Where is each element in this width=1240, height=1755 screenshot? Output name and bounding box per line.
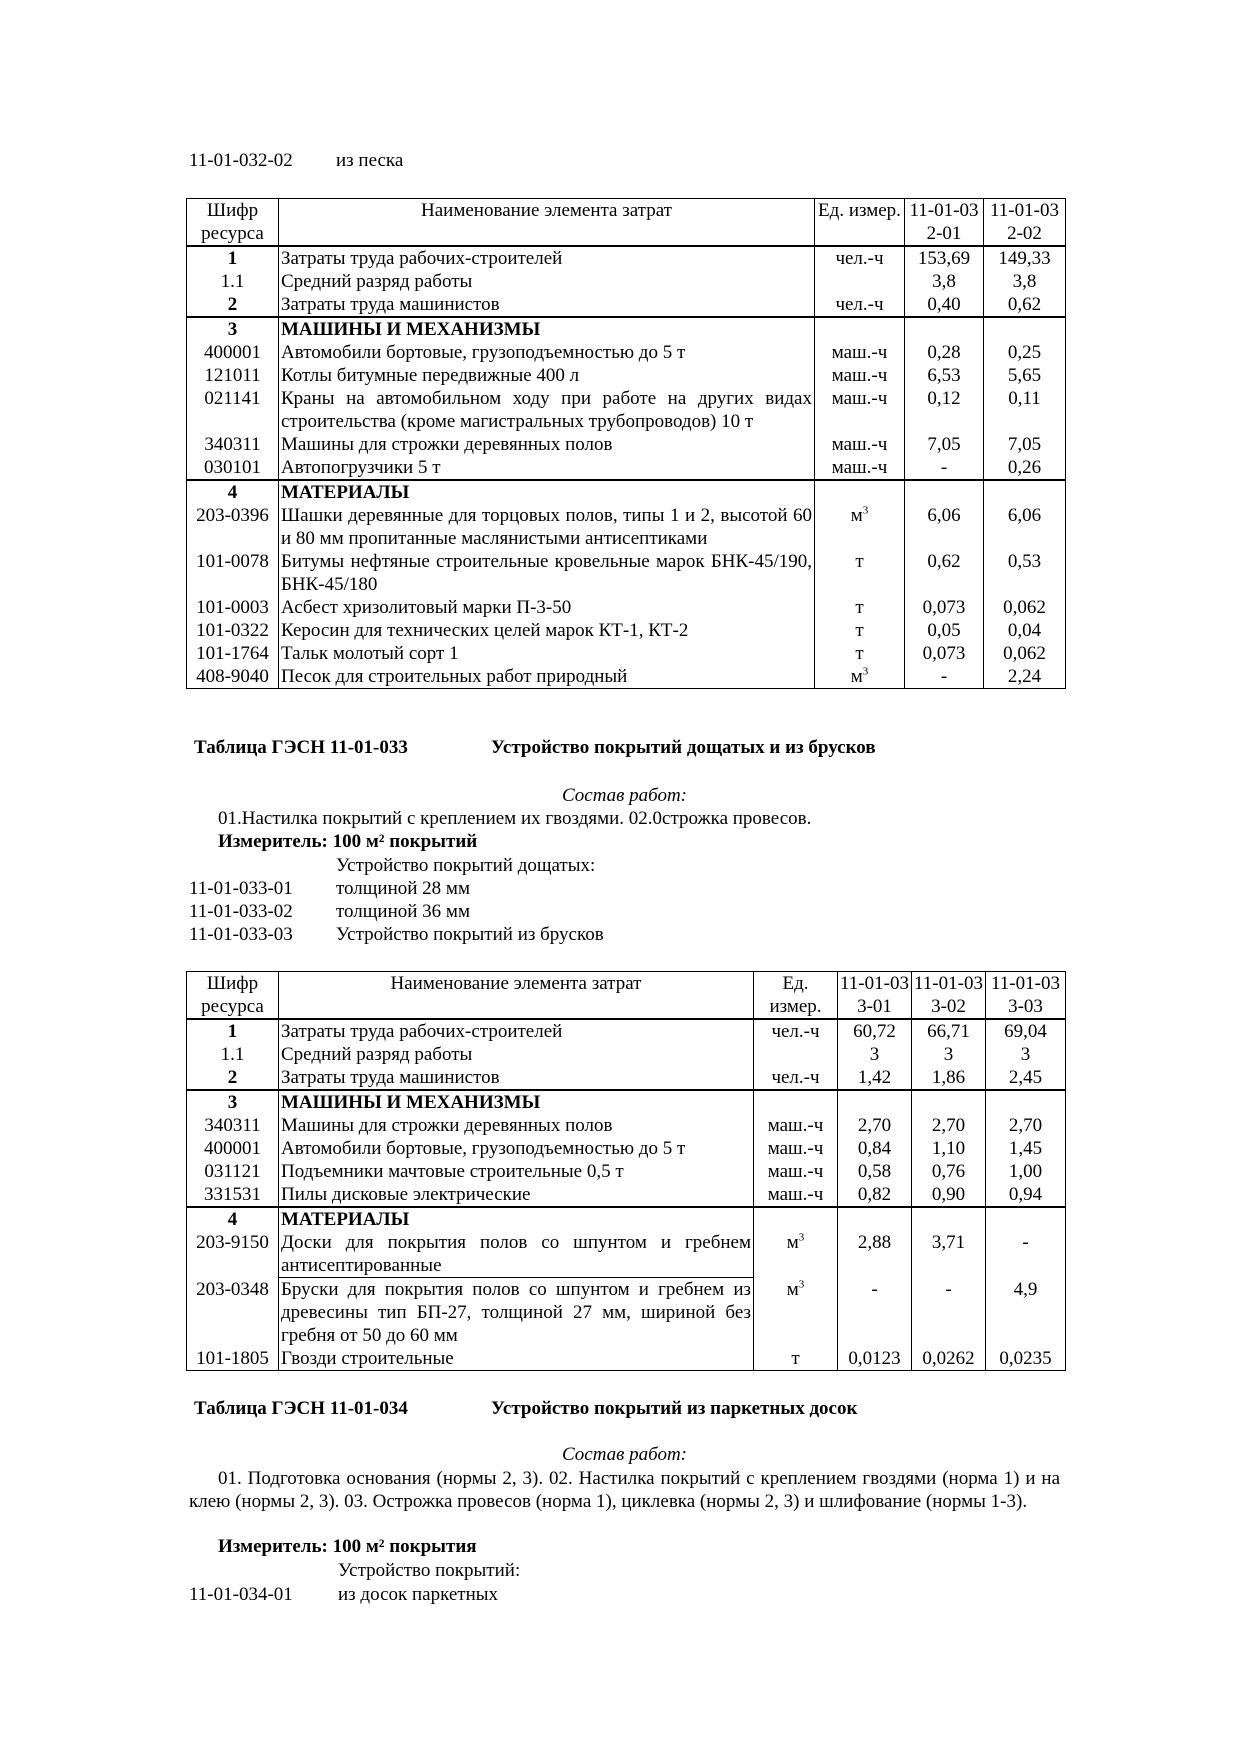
table-header-row (187, 199, 1066, 247)
norm-value: 66,71 (912, 1019, 986, 1043)
norm-value: 0,0235 (986, 1347, 1066, 1371)
resource-code: 203-9150 (187, 1231, 279, 1278)
unit: чел.-ч (754, 1019, 838, 1043)
resource-name: Автомобили бортовые, грузоподъемностью до 5 т (279, 341, 815, 364)
table-row (187, 341, 1066, 364)
norm-value: 2,70 (838, 1114, 912, 1137)
column-header: Наименование элемента затрат (279, 972, 754, 1020)
norm-value: 0,28 (905, 341, 984, 364)
resource-code: 101-0078 (187, 550, 279, 596)
meter: Измеритель: 100 м² покрытий (218, 831, 478, 852)
table-row (187, 665, 1066, 689)
resource-code: 203-0348 (187, 1278, 279, 1348)
column-header: 11-01-033-03 (986, 972, 1066, 1020)
resource-name: Затраты труда машинистов (279, 293, 815, 317)
unit (815, 480, 905, 504)
norm-value (912, 1090, 986, 1114)
resource-code: 1 (187, 1019, 279, 1043)
unit: $м^3$ (815, 504, 905, 550)
unit: маш.-ч (815, 387, 905, 433)
resource-code: 3 (187, 1090, 279, 1114)
norm-value: 3,71 (912, 1231, 986, 1278)
subheading: Устройство покрытий: (338, 1560, 521, 1581)
table-row (187, 550, 1066, 596)
norm-value: 2,45 (986, 1066, 1066, 1090)
norm-value: - (905, 456, 984, 480)
resource-name: Асбест хризолитовый марки П-3-50 (279, 596, 815, 619)
norm-value: 0,0123 (838, 1347, 912, 1371)
norm-value: 7,05 (905, 433, 984, 456)
norm-value (838, 1090, 912, 1114)
resource-name: Доски для покрытия полов со шпунтом и гребнем антисептированные (279, 1231, 754, 1278)
resource-code: 400001 (187, 341, 279, 364)
norm-value: 0,58 (838, 1160, 912, 1183)
unit: маш.-ч (815, 364, 905, 387)
unit: маш.-ч (754, 1183, 838, 1207)
resource-code: 331531 (187, 1183, 279, 1207)
norm-value: - (986, 1231, 1066, 1278)
resource-code: 2 (187, 293, 279, 317)
resource-name: Гвозди строительные (279, 1347, 754, 1371)
column-header: Наименование элемента затрат (279, 199, 815, 247)
unit: чел.-ч (754, 1066, 838, 1090)
subheading: Устройство покрытий дощатых: (336, 855, 596, 876)
item-code: 11-01-032-02 (189, 150, 293, 171)
norm-value: 7,05 (984, 433, 1066, 456)
table-title: Устройство покрытий из паркетных досок (491, 1398, 858, 1419)
norm-value: 1,42 (838, 1066, 912, 1090)
resource-table-033 (186, 971, 1066, 1371)
superscript-3: 3 (862, 504, 869, 517)
table-row (187, 642, 1066, 665)
norm-value: 4,9 (986, 1278, 1066, 1348)
norm-value: 0,25 (984, 341, 1066, 364)
table-row (187, 619, 1066, 642)
table-row (187, 596, 1066, 619)
unit: т (754, 1347, 838, 1371)
norm-value: 0,073 (905, 596, 984, 619)
resource-name: МАТЕРИАЛЫ (279, 480, 815, 504)
resource-name: Битумы нефтяные строительные кровельные марок БНК-45/190, БНК-45/180 (279, 550, 815, 596)
norm-value: 0,11 (984, 387, 1066, 433)
unit: $м^3$ (754, 1231, 838, 1278)
superscript-3: 3 (798, 1231, 805, 1244)
resource-name: Краны на автомобильном ходу при работе на других видах строительства (кроме магистральных трубопроводов) 10 т (279, 387, 815, 433)
resource-code: 101-0322 (187, 619, 279, 642)
norm-value: 3,8 (984, 270, 1066, 293)
norm-value: 3,8 (905, 270, 984, 293)
resource-code: 121011 (187, 364, 279, 387)
table-row (187, 387, 1066, 433)
norm-value (986, 1207, 1066, 1231)
work-heading: Состав работ: (561, 1444, 688, 1465)
unit: чел.-ч (815, 293, 905, 317)
table-row (187, 1347, 1066, 1371)
resource-name: Пилы дисковые электрические (279, 1183, 754, 1207)
table-row (187, 293, 1066, 317)
resource-table-032 (186, 198, 1066, 689)
norm-value: 0,90 (912, 1183, 986, 1207)
norm-value (986, 1090, 1066, 1114)
norm-value: - (905, 665, 984, 689)
unit: маш.-ч (815, 341, 905, 364)
norm-value: 0,62 (984, 293, 1066, 317)
resource-name: МАШИНЫ И МЕХАНИЗМЫ (279, 1090, 754, 1114)
norm-value: 0,073 (905, 642, 984, 665)
norm-value: 153,69 (905, 246, 984, 270)
resource-code: 203-0396 (187, 504, 279, 550)
resource-name: МАТЕРИАЛЫ (279, 1207, 754, 1231)
unit (754, 1090, 838, 1114)
table-header-row (187, 972, 1066, 1020)
column-header: Шифр ресурса (187, 972, 279, 1020)
table-label: Таблица ГЭСН 11-01-034 (194, 1398, 408, 1419)
norm-value: 0,62 (905, 550, 984, 596)
norm-value: 0,12 (905, 387, 984, 433)
unit: $м^3$ (754, 1278, 838, 1348)
resource-code: 408-9040 (187, 665, 279, 689)
column-header: 11-01-032-01 (905, 199, 984, 247)
item-text: толщиной 36 мм (336, 901, 470, 922)
norm-value: 2,24 (984, 665, 1066, 689)
unit: $м^3$ (815, 665, 905, 689)
unit: чел.-ч (815, 246, 905, 270)
norm-value: 0,84 (838, 1137, 912, 1160)
resource-name: Затраты труда машинистов (279, 1066, 754, 1090)
norm-value: 0,062 (984, 642, 1066, 665)
norm-value: 6,06 (905, 504, 984, 550)
norm-value: 2,70 (986, 1114, 1066, 1137)
resource-name: Машины для строжки деревянных полов (279, 433, 815, 456)
norm-value: 69,04 (986, 1019, 1066, 1043)
superscript-3: 3 (862, 665, 869, 678)
item-text: из песка (336, 150, 404, 171)
resource-code: 101-0003 (187, 596, 279, 619)
column-header: 11-01-033-01 (838, 972, 912, 1020)
norm-value (984, 480, 1066, 504)
unit (754, 1207, 838, 1231)
table-row (187, 1183, 1066, 1207)
table-row (187, 364, 1066, 387)
table-row (187, 456, 1066, 480)
norm-value: 6,53 (905, 364, 984, 387)
resource-code: 101-1805 (187, 1347, 279, 1371)
resource-name: Песок для строительных работ природный (279, 665, 815, 689)
unit (754, 1043, 838, 1066)
norm-value (838, 1207, 912, 1231)
norm-value: 1,10 (912, 1137, 986, 1160)
norm-value: 1,86 (912, 1066, 986, 1090)
norm-value: 0,04 (984, 619, 1066, 642)
resource-name: Шашки деревянные для торцовых полов, типы 1 и 2, высотой 60 и 80 мм пропитанные маслянистыми антисептиками (279, 504, 815, 550)
norm-value: 2,70 (912, 1114, 986, 1137)
resource-code: 4 (187, 480, 279, 504)
unit (815, 317, 905, 341)
resource-code: 4 (187, 1207, 279, 1231)
norm-value: 60,72 (838, 1019, 912, 1043)
unit: т (815, 596, 905, 619)
resource-name: Бруски для покрытия полов со шпунтом и гребнем из древесины тип БП-27, толщиной 27 мм, шириной без гребня от 50 до 60 мм (279, 1278, 754, 1348)
norm-value (905, 480, 984, 504)
item-code: 11-01-033-02 (189, 901, 293, 922)
column-header: 11-01-033-02 (912, 972, 986, 1020)
item-text: толщиной 28 мм (336, 878, 470, 899)
unit: маш.-ч (754, 1137, 838, 1160)
unit: т (815, 642, 905, 665)
norm-value (984, 317, 1066, 341)
unit: маш.-ч (754, 1114, 838, 1137)
resource-code: 400001 (187, 1137, 279, 1160)
norm-value: 1,00 (986, 1160, 1066, 1183)
table-row (187, 1066, 1066, 1090)
table-row (187, 317, 1066, 341)
table-title: Устройство покрытий дощатых и из брусков (491, 737, 876, 758)
table-row (187, 1137, 1066, 1160)
item-text: из досок паркетных (338, 1584, 499, 1605)
unit: маш.-ч (815, 433, 905, 456)
table-row (187, 433, 1066, 456)
unit: маш.-ч (815, 456, 905, 480)
unit (815, 270, 905, 293)
unit: т (815, 619, 905, 642)
resource-name: Котлы битумные передвижные 400 л (279, 364, 815, 387)
norm-value: 0,94 (986, 1183, 1066, 1207)
table-row (187, 1090, 1066, 1114)
resource-name: Автопогрузчики 5 т (279, 456, 815, 480)
norm-value: 3 (912, 1043, 986, 1066)
item-text: Устройство покрытий из брусков (336, 924, 604, 945)
resource-code: 021141 (187, 387, 279, 433)
unit: т (815, 550, 905, 596)
norm-value: 0,0262 (912, 1347, 986, 1371)
resource-code: 1.1 (187, 270, 279, 293)
norm-value: - (838, 1278, 912, 1348)
resource-code: 2 (187, 1066, 279, 1090)
table-row (187, 1278, 1066, 1348)
norm-value: 0,26 (984, 456, 1066, 480)
item-code: 11-01-034-01 (189, 1584, 293, 1605)
norm-value: 0,05 (905, 619, 984, 642)
norm-value: 0,062 (984, 596, 1066, 619)
work-heading: Состав работ: (561, 785, 688, 806)
table-row (187, 270, 1066, 293)
resource-code: 1 (187, 246, 279, 270)
superscript-3: 3 (798, 1278, 805, 1291)
table-row (187, 1043, 1066, 1066)
resource-code: 3 (187, 317, 279, 341)
resource-name: Средний разряд работы (279, 1043, 754, 1066)
resource-name: Керосин для технических целей марок КТ-1, КТ-2 (279, 619, 815, 642)
table-row (187, 1114, 1066, 1137)
resource-name: Машины для строжки деревянных полов (279, 1114, 754, 1137)
resource-code: 031121 (187, 1160, 279, 1183)
table-row (187, 1231, 1066, 1278)
norm-value: 6,06 (984, 504, 1066, 550)
norm-value: 0,76 (912, 1160, 986, 1183)
resource-code: 030101 (187, 456, 279, 480)
work-text: 01. Подготовка основания (нормы 2, 3). 02. Настилка покрытий с креплением гвоздями (норма 1) и на клею (нормы 2, 3). 03. Острожка провесов (норма 1), циклевка (нормы 2, 3) и шлифование (нормы 1-3). (189, 1468, 1060, 1512)
norm-value (912, 1207, 986, 1231)
column-header: Ед. измер. (815, 199, 905, 247)
resource-name: МАШИНЫ И МЕХАНИЗМЫ (279, 317, 815, 341)
norm-value: 149,33 (984, 246, 1066, 270)
table-row (187, 1160, 1066, 1183)
meter: Измеритель: 100 м² покрытия (218, 1536, 477, 1557)
resource-code: 340311 (187, 1114, 279, 1137)
resource-name: Затраты труда рабочих-строителей (279, 246, 815, 270)
norm-value: 0,82 (838, 1183, 912, 1207)
resource-name: Средний разряд работы (279, 270, 815, 293)
unit: маш.-ч (754, 1160, 838, 1183)
column-header: Шифр ресурса (187, 199, 279, 247)
resource-name: Затраты труда рабочих-строителей (279, 1019, 754, 1043)
resource-code: 1.1 (187, 1043, 279, 1066)
table-row (187, 1019, 1066, 1043)
column-header: 11-01-032-02 (984, 199, 1066, 247)
item-code: 11-01-033-01 (189, 878, 293, 899)
norm-value (905, 317, 984, 341)
resource-name: Подъемники мачтовые строительные 0,5 т (279, 1160, 754, 1183)
column-header: Ед. измер. (754, 972, 838, 1020)
table-label: Таблица ГЭСН 11-01-033 (194, 737, 408, 758)
resource-name: Автомобили бортовые, грузоподъемностью до 5 т (279, 1137, 754, 1160)
table-row (187, 246, 1066, 270)
table-row (187, 504, 1066, 550)
norm-value: 1,45 (986, 1137, 1066, 1160)
table-row (187, 1207, 1066, 1231)
norm-value: - (912, 1278, 986, 1348)
resource-code: 101-1764 (187, 642, 279, 665)
norm-value: 0,40 (905, 293, 984, 317)
norm-value: 5,65 (984, 364, 1066, 387)
norm-value: 2,88 (838, 1231, 912, 1278)
item-code: 11-01-033-03 (189, 924, 293, 945)
norm-value: 0,53 (984, 550, 1066, 596)
resource-name: Тальк молотый сорт 1 (279, 642, 815, 665)
norm-value: 3 (838, 1043, 912, 1066)
work-text: 01.Настилка покрытий с креплением их гвоздями. 02.0строжка провесов. (218, 808, 812, 829)
resource-code: 340311 (187, 433, 279, 456)
norm-value: 3 (986, 1043, 1066, 1066)
table-row (187, 480, 1066, 504)
